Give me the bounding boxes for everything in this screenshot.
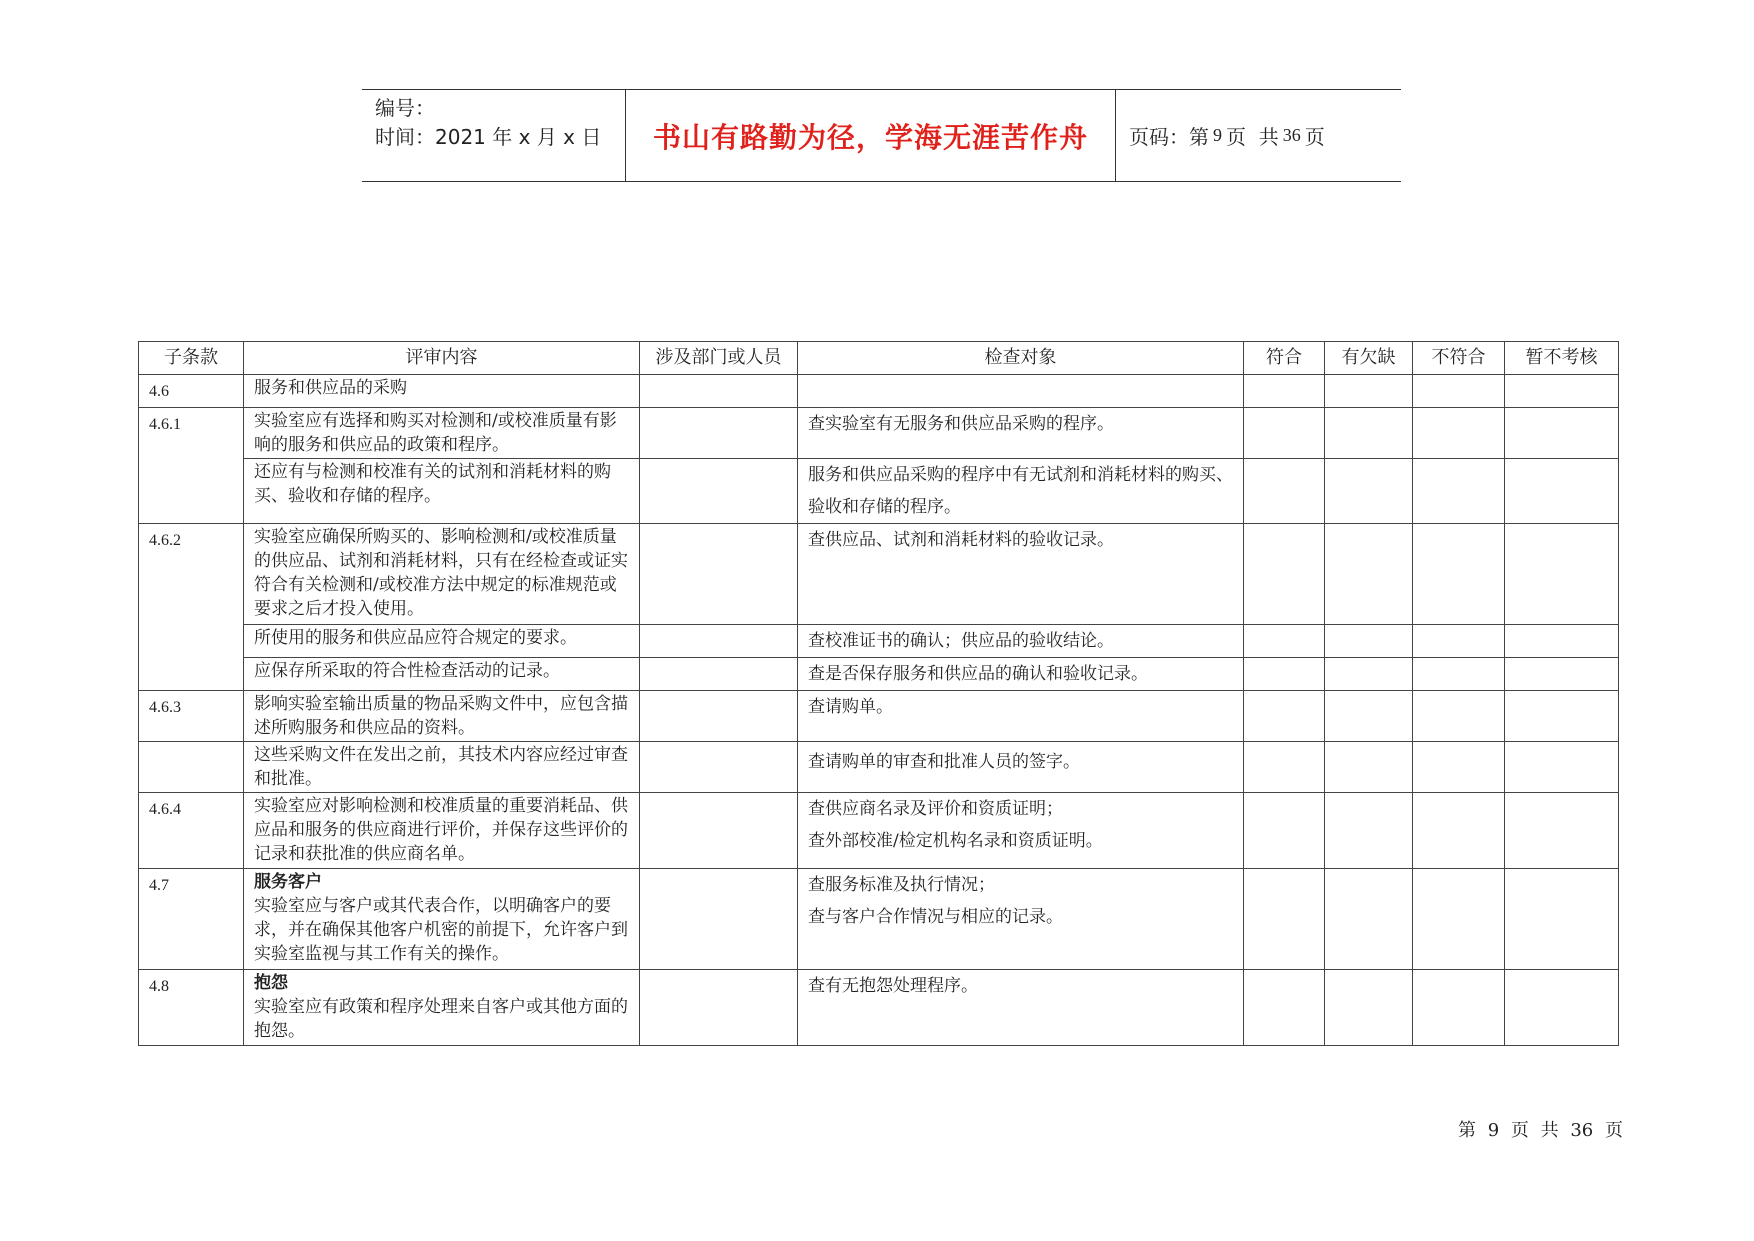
- check-target: 服务和供应品采购的程序中有无试剂和消耗材料的购买、验收和存储的程序。: [798, 459, 1244, 524]
- not-assessed-cell: [1505, 459, 1619, 524]
- conform-cell: [1244, 691, 1325, 742]
- review-text: 实验室应有政策和程序处理来自客户或其他方面的抱怨。: [254, 997, 628, 1041]
- table-row: [139, 869, 1619, 970]
- not-assessed-cell: [1505, 742, 1619, 793]
- conform-cell: [1244, 793, 1325, 869]
- clause-number: 4.6: [139, 375, 244, 408]
- table-row: [139, 970, 1619, 1046]
- check-target-line: 查服务标准及执行情况；: [808, 875, 995, 895]
- nonconform-cell: [1413, 793, 1505, 869]
- clause-number: [139, 742, 244, 793]
- table-row: [139, 459, 1619, 524]
- deficient-cell: [1325, 742, 1413, 793]
- review-content: 还应有与检测和校准有关的试剂和消耗材料的购买、验收和存储的程序。: [244, 459, 640, 524]
- review-content: [244, 970, 640, 1046]
- not-assessed-cell: [1505, 408, 1619, 459]
- page-current: 9: [1213, 125, 1222, 145]
- page-prefix: 页码：第: [1129, 125, 1209, 149]
- not-assessed-cell: [1505, 869, 1619, 970]
- not-assessed-cell: [1505, 793, 1619, 869]
- col-header-deficient: 有欠缺: [1325, 342, 1413, 375]
- target-cell: [798, 375, 1244, 408]
- check-target-line: 查与客户合作情况与相应的记录。: [808, 907, 1063, 927]
- conform-cell: [1244, 658, 1325, 691]
- check-target: 查实验室有无服务和供应品采购的程序。: [798, 408, 1244, 459]
- conform-cell: [1244, 869, 1325, 970]
- nonconform-cell: [1413, 869, 1505, 970]
- check-target: 查供应品、试剂和消耗材料的验收记录。: [798, 524, 1244, 625]
- table-row: [139, 375, 1619, 408]
- col-header-conform: 符合: [1244, 342, 1325, 375]
- department-cell: [640, 625, 798, 658]
- page-suffix: 页: [1304, 125, 1325, 149]
- nonconform-cell: [1413, 691, 1505, 742]
- check-target: 查校准证书的确认；供应品的验收结论。: [798, 625, 1244, 658]
- department-cell: [640, 793, 798, 869]
- check-target: [798, 793, 1244, 869]
- deficient-cell: [1325, 793, 1413, 869]
- review-content: 应保存所采取的符合性检查活动的记录。: [244, 658, 640, 691]
- table-row: [139, 793, 1619, 869]
- nonconform-cell: [1413, 742, 1505, 793]
- department-cell: [640, 524, 798, 625]
- department-cell: [640, 970, 798, 1046]
- not-assessed-cell: [1505, 691, 1619, 742]
- deficient-cell: [1325, 970, 1413, 1046]
- section-title: 抱怨: [254, 973, 288, 993]
- table-header-row: [139, 342, 1619, 375]
- review-content: 影响实验室输出质量的物品采购文件中，应包含描述所购服务和供应品的资料。: [244, 691, 640, 742]
- clause-number: 4.6.3: [139, 691, 244, 742]
- deficient-cell: [1325, 459, 1413, 524]
- col-header-department: 涉及部门或人员: [640, 342, 798, 375]
- page-header: [362, 89, 1401, 182]
- nonconform-cell: [1413, 625, 1505, 658]
- nonconform-cell: [1413, 524, 1505, 625]
- check-target: 查有无抱怨处理程序。: [798, 970, 1244, 1046]
- deficient-cell: [1325, 869, 1413, 970]
- header-motto: 书山有路勤为径，学海无涯苦作舟: [626, 90, 1116, 181]
- table-row: [139, 524, 1619, 625]
- department-cell: [640, 658, 798, 691]
- section-title: 服务和供应品的采购: [244, 375, 640, 408]
- clause-number: 4.6.1: [139, 408, 244, 524]
- col-header-nonconform: 不符合: [1413, 342, 1505, 375]
- check-target: 查请购单的审查和批准人员的签字。: [798, 742, 1244, 793]
- not-assessed-cell: [1505, 970, 1619, 1046]
- table-row: [139, 625, 1619, 658]
- check-target: [798, 869, 1244, 970]
- not-assessed-cell: [1505, 658, 1619, 691]
- deficient-cell: [1325, 408, 1413, 459]
- deficient-cell: [1325, 658, 1413, 691]
- page-total: 36: [1282, 125, 1301, 145]
- table-row: [139, 408, 1619, 459]
- conform-cell: [1244, 459, 1325, 524]
- table-row: [139, 742, 1619, 793]
- department-cell: [640, 691, 798, 742]
- department-cell: [640, 869, 798, 970]
- number-label: 编号：: [375, 96, 435, 120]
- clause-number: 4.8: [139, 970, 244, 1046]
- department-cell: [640, 459, 798, 524]
- deficient-cell: [1325, 625, 1413, 658]
- nonconform-cell: [1413, 459, 1505, 524]
- check-target-line: 查外部校准/检定机构名录和资质证明。: [808, 831, 1103, 851]
- deficient-cell: [1325, 524, 1413, 625]
- review-content: 实验室应确保所购买的、影响检测和/或校准质量的供应品、试剂和消耗材料，只有在经检查或证实符合有关检测和/或校准方法中规定的标准规范或要求之后才投入使用。: [244, 524, 640, 625]
- nonconform-cell: [1413, 970, 1505, 1046]
- check-target: 查请购单。: [798, 691, 1244, 742]
- department-cell: [640, 375, 798, 408]
- review-text: 实验室应与客户或其代表合作，以明确客户的要求，并在确保其他客户机密的前提下，允许客户到实验室监视与其工作有关的操作。: [254, 896, 628, 964]
- not-assessed-cell: [1505, 375, 1619, 408]
- page-mid: 页 共: [1226, 125, 1279, 149]
- deficient-cell: [1325, 691, 1413, 742]
- review-content: [244, 869, 640, 970]
- conform-cell: [1244, 742, 1325, 793]
- header-page-number: [1116, 90, 1401, 181]
- review-content: 所使用的服务和供应品应符合规定的要求。: [244, 625, 640, 658]
- table-row: [139, 658, 1619, 691]
- not-assessed-cell: [1505, 625, 1619, 658]
- not-assessed-cell: [1505, 524, 1619, 625]
- review-content: 这些采购文件在发出之前，其技术内容应经过审查和批准。: [244, 742, 640, 793]
- col-header-not-assessed: 暂不考核: [1505, 342, 1619, 375]
- nonconform-cell: [1413, 375, 1505, 408]
- department-cell: [640, 408, 798, 459]
- col-header-content: 评审内容: [244, 342, 640, 375]
- date-label: 时间：2021 年 x 月 x 日: [375, 125, 602, 149]
- nonconform-cell: [1413, 658, 1505, 691]
- conform-cell: [1244, 375, 1325, 408]
- review-content: 实验室应有选择和购买对检测和/或校准质量有影响的服务和供应品的政策和程序。: [244, 408, 640, 459]
- conform-cell: [1244, 625, 1325, 658]
- department-cell: [640, 742, 798, 793]
- page-footer: 第 9 页 共 36 页: [1458, 1120, 1623, 1141]
- conform-cell: [1244, 524, 1325, 625]
- deficient-cell: [1325, 375, 1413, 408]
- table-row: [139, 691, 1619, 742]
- col-header-clause: 子条款: [139, 342, 244, 375]
- header-meta: [362, 90, 626, 181]
- nonconform-cell: [1413, 408, 1505, 459]
- col-header-target: 检查对象: [798, 342, 1244, 375]
- clause-number: 4.7: [139, 869, 244, 970]
- clause-number: 4.6.2: [139, 524, 244, 691]
- review-table: [138, 341, 1619, 1046]
- conform-cell: [1244, 408, 1325, 459]
- conform-cell: [1244, 970, 1325, 1046]
- clause-number: 4.6.4: [139, 793, 244, 869]
- section-title: 服务客户: [254, 872, 322, 892]
- check-target-line: 查供应商名录及评价和资质证明；: [808, 799, 1063, 819]
- check-target: 查是否保存服务和供应品的确认和验收记录。: [798, 658, 1244, 691]
- review-content: 实验室应对影响检测和校准质量的重要消耗品、供应品和服务的供应商进行评价，并保存这些评价的记录和获批准的供应商名单。: [244, 793, 640, 869]
